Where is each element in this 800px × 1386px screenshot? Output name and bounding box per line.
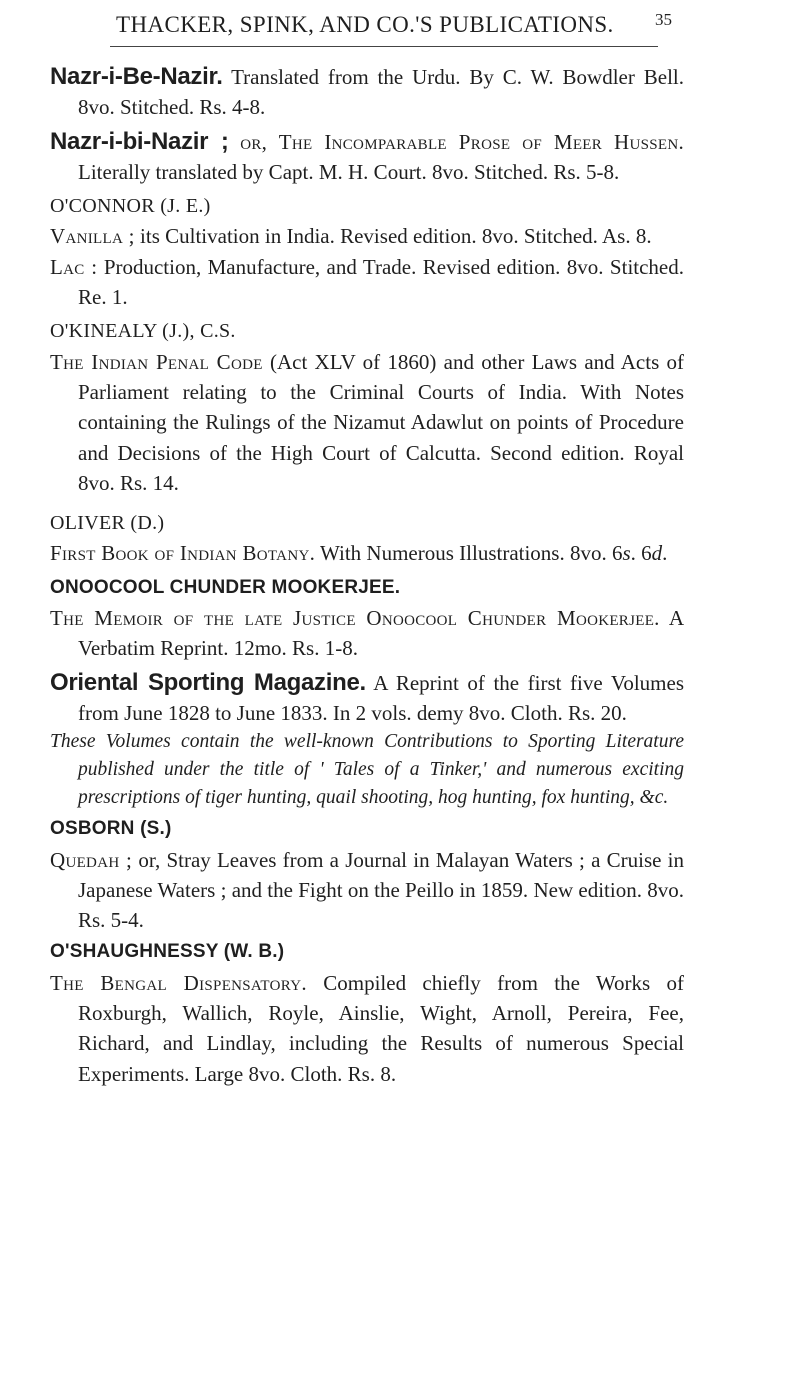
catalogue-listing: [50, 62, 684, 1089]
running-head-title: THACKER, SPINK, AND CO.'S PUBLICATIONS.: [116, 12, 614, 37]
entry-title: Quedah ;: [50, 847, 133, 872]
running-head: [0, 12, 800, 52]
entry-description: Production, Manufacture, and Trade. Revised edition. 8vo. Stitched. Re. 1.: [78, 254, 685, 310]
author-name: ONOOCOOL CHUNDER MOOKERJEE.: [50, 576, 401, 598]
entry-oconnor: [50, 191, 684, 312]
entry-description-main: With Numerous Illustrations. 8vo. 6: [320, 541, 623, 566]
header-rule: [110, 46, 658, 47]
page-number: 35: [655, 10, 672, 29]
entry-item: [50, 845, 684, 936]
author-name: OSBORN (S.): [50, 818, 172, 840]
entry-heading: Oriental Sporting Magazine.: [50, 668, 366, 696]
price-pence-unit: d: [651, 541, 663, 566]
entry-osborn: [50, 814, 684, 935]
entry-nazr-i-be-nazir: [50, 62, 684, 123]
entry-title: Vanilla ;: [50, 224, 135, 249]
entry-title: First Book of Indian Botany.: [50, 541, 316, 566]
entry-description: Compiled chiefly from the Works of Roxburgh, Wallich, Royle, Ainslie, Wight, Arnoll, Pereira, Fee, Richard, and Lindlay, including the Results of numerous Special Experiments. Large 8vo. Cloth. Rs. 8.: [78, 970, 685, 1086]
entry-title: or, The Incomparable Prose of Meer Hussen.: [240, 129, 684, 154]
entry-description: Translated from the Urdu. By C. W. Bowdler Bell. 8vo. Stitched. Rs. 4-8.: [78, 65, 685, 120]
entry-description: A Verbatim Reprint. 12mo. Rs. 1-8.: [78, 606, 685, 661]
entry-description: or, Stray Leaves from a Journal in Malayan Waters ; a Cruise in Japanese Waters ; and the Fight on the Peillo in 1859. New edition. 8vo. Rs. 5-4.: [78, 847, 684, 933]
entry-oliver: [50, 508, 684, 569]
entry-title: The Indian Penal Code: [50, 349, 263, 374]
entry-okinealy: [50, 316, 684, 498]
price-separator: . 6: [630, 541, 652, 566]
entry-item: [50, 603, 684, 664]
entry-title: Lac :: [50, 254, 98, 279]
price-shillings-unit: s: [622, 541, 631, 566]
entry-description: [320, 541, 667, 565]
entry-description: (Act XLV of 1860) and other Laws and Acts of Parliament relating to the Criminal Courts of India. With Notes containing the Rulings of the Nizamut Adawlut on points of Procedure and Decisions of the High Court of Calcutta. Second edition. Royal 8vo. Rs. 14.: [78, 349, 684, 495]
entry-item: [50, 538, 684, 568]
entry-heading: Nazr-i-Be-Nazir.: [50, 63, 223, 90]
entry-item: [50, 968, 684, 1089]
entry-text: [50, 668, 684, 729]
entry-description: A Reprint of the first five Volumes from June 1828 to June 1833. In 2 vols. demy 8vo. Cloth. Rs. 20.: [78, 670, 684, 725]
entry-item: [50, 347, 684, 498]
author-name: O'KINEALY (J.), C.S.: [50, 320, 236, 343]
price-end: .: [662, 541, 668, 566]
entry-onoocool: [50, 573, 684, 664]
entry-text: [50, 127, 684, 188]
entry-description: its Cultivation in India. Revised edition. 8vo. Stitched. As. 8.: [140, 224, 652, 249]
author-name: O'CONNOR (J. E.): [50, 195, 211, 218]
entry-item: [50, 221, 684, 251]
entry-oriental-sporting: [50, 668, 684, 813]
entry-text: [50, 62, 684, 123]
entry-description: Literally translated by Capt. M. H. Court. 8vo. Stitched. Rs. 5-8.: [78, 159, 620, 184]
entry-oshaughnessy: [50, 937, 684, 1088]
entry-heading: Nazr-i-bi-Nazir ;: [50, 127, 229, 155]
entry-title: The Bengal Dispensatory.: [50, 970, 307, 995]
entry-title: The Memoir of the late Justice Onoocool Chunder Mookerjee.: [50, 606, 660, 631]
entry-note: These Volumes contain the well-known Contributions to Sporting Literature published under the title of ' Tales of a Tinker,' and numerous exciting prescriptions of tiger hunting, quail shooting, hog hunting, fox hunting, &c.: [50, 731, 684, 809]
author-name: O'SHAUGHNESSY (W. B.): [50, 941, 285, 963]
author-name: OLIVER (D.): [50, 512, 165, 535]
entry-item: [50, 252, 684, 313]
entry-nazr-i-bi-nazir: [50, 127, 684, 188]
